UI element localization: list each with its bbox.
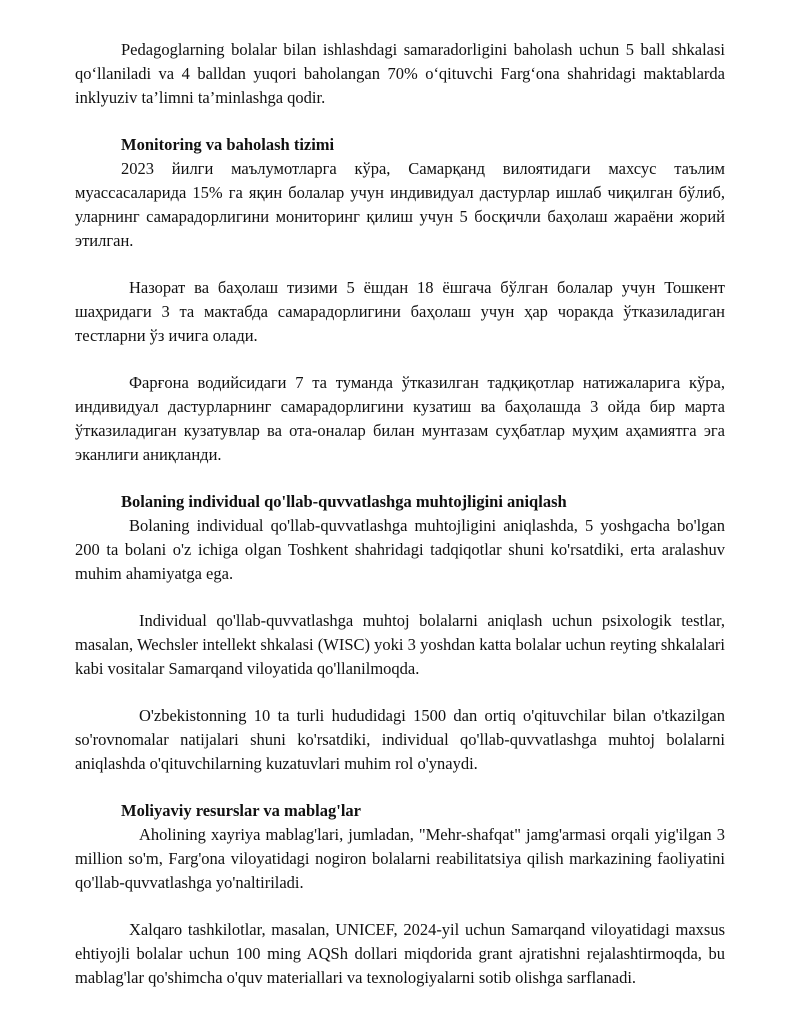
paragraph: Aholining xayriya mablag'lari, jumladan, "Mehr-shafqat" jamg'armasi orqali yig'ilgan 3 million so'm, Farg'ona viloyatidagi nogiron bolalarni reabilitatsiya qilish markazining faoliyatini qo'llab-quvvatlashga yo'naltiriladi. bbox=[75, 825, 725, 892]
section-individual-support bbox=[75, 490, 725, 776]
section-heading: Monitoring va baholash tizimi bbox=[121, 135, 335, 154]
section-financial-resources bbox=[75, 799, 725, 990]
paragraph: Xalqaro tashkilotlar, masalan, UNICEF, 2024-yil uchun Samarqand viloyatidagi maxsus ehtiyojli bolalar uchun 100 ming AQSh dollari miqdorida grant ajratishni rejalashtirmoqda, bu mablag'lar qo'shimcha o'quv materiallari va texnologiyalarni sotib olishga sarflanadi. bbox=[75, 920, 725, 987]
paragraph: Назорат ва баҳолаш тизими 5 ёшдан 18 ёшгача бўлган болалар учун Тошкент шаҳридаги 3 та мактабда самарадорлигини баҳолаш учун ҳар чоракда ўтказиладиган тестларни ўз ичига олади. bbox=[75, 278, 725, 345]
paragraph: Bolaning individual qo'llab-quvvatlashga muhtojligini aniqlashda, 5 yoshgacha bo'lgan 200 ta bolani o'z ichiga olgan Toshkent shahridagi tadqiqotlar shuni ko'rsatdiki, erta aralashuv muhim ahamiyatga ega. bbox=[75, 516, 725, 583]
paragraph: Фарғона водийсидаги 7 та туманда ўтказилган тадқиқотлар натижаларига кўра, индивидуал дастурларнинг самарадорлигини кузатиш ва баҳолашда 3 ойда бир марта ўтказиладиган кузатувлар ва ота-оналар билан мунтазам суҳбатлар муҳим аҳамиятга эга эканлиги аниқланди. bbox=[75, 373, 725, 464]
paragraph: O'zbekistonning 10 ta turli hududidagi 1500 dan ortiq o'qituvchilar bilan o'tkazilgan so'rovnomalar natijalari shuni ko'rsatdiki, individual qo'llab-quvvatlashga muhtoj bolalarni aniqlashda o'qituvchilarning kuzatuvlari muhim rol o'ynaydi. bbox=[75, 706, 725, 773]
intro-paragraph: Pedagoglarning bolalar bilan ishlashdagi samaradorligini baholash uchun 5 ball shkalasi qo‘llaniladi va 4 balldan yuqori baholangan 70% o‘qituvchi Farg‘ona shahridagi maktablarda inklyuziv ta’limni ta’minlashga qodir. bbox=[75, 40, 725, 107]
section-heading: Bolaning individual qo'llab-quvvatlashga muhtojligini aniqlash bbox=[121, 492, 567, 511]
section-heading: Moliyaviy resurslar va mablag'lar bbox=[121, 801, 361, 820]
paragraph: 2023 йилги маълумотларга кўра, Самарқанд вилоятидаги махсус таълим муассасаларида 15% га яқин болалар учун индивидуал дастурлар ишлаб чиқилган бўлиб, уларнинг самарадорлигини мониторинг қилиш учун 5 босқичли баҳолаш жараёни жорий этилган. bbox=[75, 159, 725, 250]
section-monitoring bbox=[75, 133, 725, 467]
paragraph: Individual qo'llab-quvvatlashga muhtoj bolalarni aniqlash uchun psixologik testlar, masalan, Wechsler intellekt shkalasi (WISC) yoki 3 yoshdan katta bolalar uchun reyting shkalalari kabi vositalar Samarqand viloyatida qo'llanilmoqda. bbox=[75, 611, 725, 678]
